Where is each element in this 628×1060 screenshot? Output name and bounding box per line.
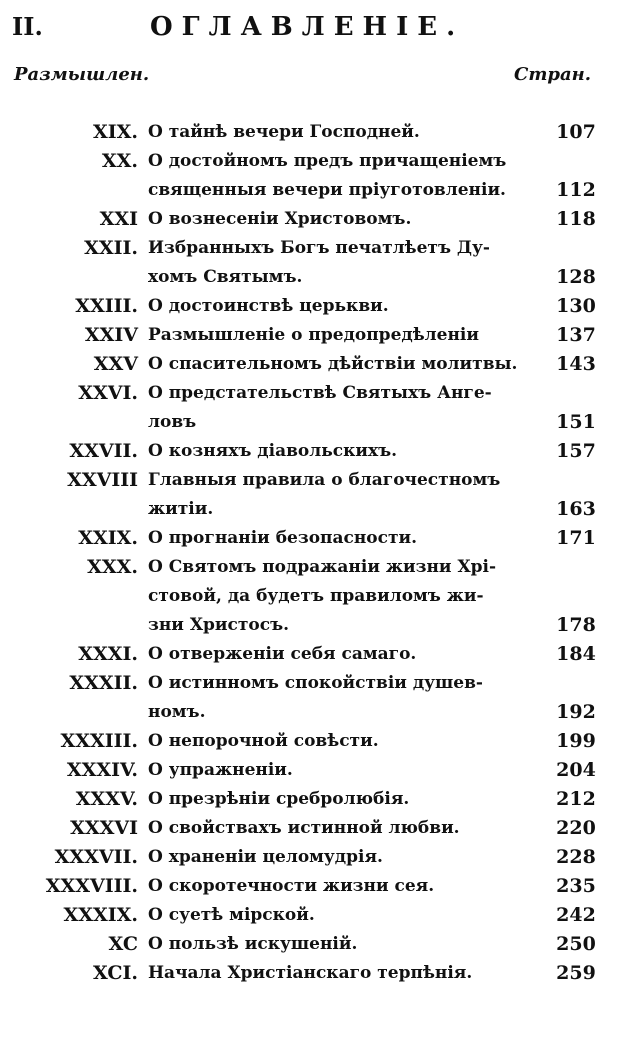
entry-line [0, 205, 628, 234]
entry-page-number: 143 [556, 353, 596, 375]
entry-line [0, 553, 628, 582]
entry-page-number: 220 [556, 817, 596, 839]
contents-entry [0, 959, 628, 988]
entry-title: О спасительномъ дѣйствіи молитвы. [148, 354, 518, 374]
entry-title: О свойствахъ истинной любви. [148, 818, 460, 838]
contents-entry [0, 930, 628, 959]
entry-line [0, 118, 628, 147]
entry-page-number: 199 [556, 730, 596, 752]
contents-entry [0, 756, 628, 785]
contents-entry [0, 466, 628, 524]
entry-line [0, 176, 628, 205]
contents-entry [0, 524, 628, 553]
entry-title: священныя вечери пріуготовленіи. [148, 180, 506, 200]
entry-title: О пользѣ искушеній. [148, 934, 358, 954]
entry-page-number: 178 [556, 614, 596, 636]
entry-page-number: 228 [556, 846, 596, 868]
page-title: ОГЛАВЛЕНІЕ. [150, 12, 465, 42]
entry-title: номъ. [148, 702, 206, 722]
contents-entry [0, 437, 628, 466]
entry-title: О суетѣ мірской. [148, 905, 315, 925]
contents-entry [0, 843, 628, 872]
entry-title: О козняхъ діавольскихъ. [148, 441, 398, 461]
entry-line [0, 669, 628, 698]
entry-line [0, 495, 628, 524]
entry-title: стовой, да будетъ правиломъ жи- [148, 586, 484, 606]
entry-line [0, 756, 628, 785]
entry-line [0, 147, 628, 176]
entry-page-number: 184 [556, 643, 596, 665]
entry-line [0, 524, 628, 553]
entry-line [0, 582, 628, 611]
contents-entry [0, 727, 628, 756]
entry-line [0, 263, 628, 292]
entry-page-number: 204 [556, 759, 596, 781]
contents-entry [0, 553, 628, 640]
entry-page-number: 235 [556, 875, 596, 897]
entry-number: XXI [99, 208, 138, 230]
contents-entry [0, 118, 628, 147]
contents-entry [0, 205, 628, 234]
entry-page-number: 242 [556, 904, 596, 926]
contents-entry [0, 640, 628, 669]
entry-line [0, 611, 628, 640]
entry-line [0, 727, 628, 756]
contents-entry [0, 292, 628, 321]
entry-title: О упражненіи. [148, 760, 293, 780]
entry-line [0, 640, 628, 669]
entry-line [0, 350, 628, 379]
contents-entry [0, 814, 628, 843]
entry-number: XXV [93, 353, 138, 375]
contents-entry [0, 147, 628, 205]
entry-number: XXVI. [78, 382, 138, 404]
entry-page-number: 137 [556, 324, 596, 346]
contents-entry [0, 379, 628, 437]
entry-title: Размышленіе о предопредѣленіи [148, 325, 479, 345]
entry-title: О истинномъ спокойствіи душев- [148, 673, 483, 693]
entry-number: XX. [101, 150, 138, 172]
entry-title: житіи. [148, 499, 214, 519]
entry-page-number: 157 [556, 440, 596, 462]
entry-line [0, 785, 628, 814]
entry-line [0, 872, 628, 901]
page-number-label: II. [12, 12, 43, 41]
entry-number: XIX. [93, 121, 138, 143]
entry-page-number: 151 [556, 411, 596, 433]
entry-title: Главныя правила о благочестномъ [148, 470, 501, 490]
entry-number: XXVIII [67, 469, 138, 491]
entry-page-number: 128 [556, 266, 596, 288]
entry-title: Избранныхъ Богъ печатлѣетъ Ду- [148, 238, 490, 258]
entry-title: О непорочной совѣсти. [148, 731, 379, 751]
entry-page-number: 212 [556, 788, 596, 810]
entry-number: XXIII. [75, 295, 138, 317]
entry-line [0, 408, 628, 437]
entry-number: XXVII. [69, 440, 138, 462]
contents-entry [0, 785, 628, 814]
entry-title: О достойномъ предъ причащеніемъ [148, 151, 507, 171]
entry-line [0, 930, 628, 959]
entry-number: XXXVI [70, 817, 138, 839]
entry-title: О вознесеніи Христовомъ. [148, 209, 412, 229]
contents-entry [0, 669, 628, 727]
entry-line [0, 437, 628, 466]
entry-page-number: 163 [556, 498, 596, 520]
entry-page-number: 118 [556, 208, 596, 230]
entry-title: О презрѣніи сребролюбія. [148, 789, 410, 809]
entry-line [0, 698, 628, 727]
entry-number: XXXIV. [66, 759, 138, 781]
entry-number: XXXVII. [54, 846, 138, 868]
entry-page-number: 112 [556, 179, 596, 201]
entry-number: XCI. [92, 962, 138, 984]
entry-page-number: 171 [556, 527, 596, 549]
entry-line [0, 959, 628, 988]
entry-line [0, 321, 628, 350]
entry-page-number: 130 [556, 295, 596, 317]
entry-number: XXXVIII. [45, 875, 138, 897]
column-header-left: Размышлен. [14, 64, 150, 85]
entry-number: XXXII. [69, 672, 138, 694]
contents-entry [0, 321, 628, 350]
entry-number: XXIX. [78, 527, 138, 549]
entry-number: XXX. [87, 556, 138, 578]
entry-line [0, 901, 628, 930]
entry-title: О Святомъ подражаніи жизни Хрі- [148, 557, 497, 577]
entry-page-number: 250 [556, 933, 596, 955]
contents-entry [0, 350, 628, 379]
entry-title: зни Христосъ. [148, 615, 290, 635]
entry-number: XXXIII. [60, 730, 138, 752]
entry-title: О достоинствѣ церькви. [148, 296, 389, 316]
entry-line [0, 814, 628, 843]
entry-number: XXII. [84, 237, 138, 259]
entry-line [0, 843, 628, 872]
entry-line [0, 292, 628, 321]
entry-number: XXIV [84, 324, 138, 346]
entry-number: XC [108, 933, 138, 955]
entry-title: О скоротечности жизни сея. [148, 876, 435, 896]
entry-number: XXXIX. [63, 904, 138, 926]
entry-line [0, 466, 628, 495]
contents-entry [0, 901, 628, 930]
entry-title: Начала Христіанскаго терпѣнія. [148, 963, 473, 983]
entry-title: О отверженіи себя самаго. [148, 644, 417, 664]
entry-title: О прогнаніи безопасности. [148, 528, 418, 548]
column-header-right: Стран. [514, 64, 592, 85]
contents-entry [0, 872, 628, 901]
entry-title: О храненіи целомудрія. [148, 847, 383, 867]
entry-title: О предстательствѣ Святыхъ Анге- [148, 383, 492, 403]
entry-line [0, 234, 628, 263]
entry-number: XXXV. [75, 788, 138, 810]
entry-page-number: 107 [556, 121, 596, 143]
contents-list [0, 118, 628, 988]
entry-title: ловъ [148, 412, 197, 432]
entry-number: XXXI. [78, 643, 138, 665]
entry-line [0, 379, 628, 408]
entry-title: О тайнѣ вечери Господней. [148, 122, 420, 142]
entry-page-number: 259 [556, 962, 596, 984]
contents-entry [0, 234, 628, 292]
entry-page-number: 192 [556, 701, 596, 723]
entry-title: хомъ Святымъ. [148, 267, 303, 287]
